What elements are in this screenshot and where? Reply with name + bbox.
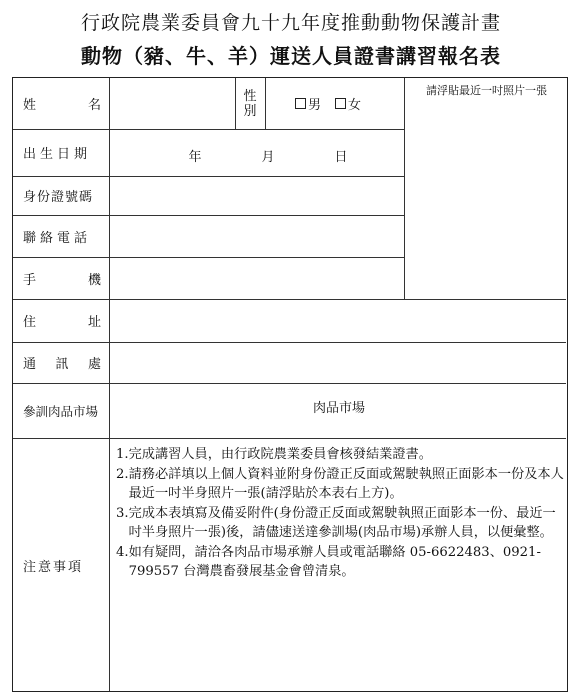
phone-label	[23, 215, 103, 257]
note-text: 請務必詳填以上個人資料並附身份證正反面或駕駛執照正面影本一份及本人最近一吋半身照片一張(請浮貼於本表右上方)。	[128, 466, 564, 501]
note-number: 2.	[116, 466, 129, 482]
gender-left-divider	[235, 78, 236, 129]
note-item	[116, 445, 564, 465]
phone-label-text: 聯絡電話	[23, 230, 92, 246]
photo-area-note: 請浮貼最近一吋照片一張	[426, 84, 547, 97]
gender-label: 性別	[243, 89, 257, 119]
market-label-text: 參訓肉品市場	[23, 403, 99, 419]
address-label-char1: 住	[23, 315, 37, 330]
gender-male-label: 男	[308, 98, 322, 113]
mobile-label-char2: 機	[87, 272, 101, 288]
name-label-char1: 姓	[23, 98, 37, 113]
gender-male-checkbox[interactable]	[295, 98, 306, 109]
mailing-label	[23, 342, 101, 383]
notes-label	[23, 439, 109, 691]
gender-options	[295, 78, 361, 129]
note-text: 完成本表填寫及備妥附件(身份證正反面或駕駛執照正面影本一份、最近一吋半身照片一張)後，請儘速送達參訓場(肉品市場)承辦人員，以便彙整。	[128, 505, 556, 540]
note-number: 1.	[116, 447, 129, 462]
note-text: 如有疑問，請洽各肉品市場承辦人員或電話聯絡 05-6622483、0921-799557 台灣農畜發展基金會曾清泉。	[128, 544, 541, 579]
gender-right-divider	[265, 78, 266, 129]
id-label-text: 身份證號碼	[23, 190, 94, 205]
form-title-line1: 行政院農業委員會九十九年度推動動物保護計畫	[80, 12, 501, 34]
address-label-char2: 址	[87, 315, 101, 330]
mobile-label-char1: 手	[23, 272, 37, 288]
mailing-label-char3: 處	[87, 357, 101, 372]
notes-label-text: 注意事項	[23, 559, 84, 575]
note-item	[116, 465, 564, 504]
gender-female-checkbox[interactable]	[335, 98, 346, 109]
notes-list	[116, 445, 564, 582]
gender-female-label: 女	[348, 98, 362, 113]
mailing-label-char2: 訊	[55, 357, 69, 372]
note-number: 3.	[116, 505, 129, 521]
mailing-field[interactable]	[110, 343, 566, 383]
birthdate-month-label: 月	[261, 150, 275, 165]
birthdate-label	[23, 129, 101, 176]
name-label-char2: 名	[87, 98, 101, 113]
birthdate-day-label: 日	[334, 150, 348, 165]
id-label	[23, 176, 103, 215]
market-label	[23, 383, 109, 438]
id-field[interactable]	[110, 177, 404, 215]
mobile-field[interactable]	[110, 258, 404, 299]
phone-field[interactable]	[110, 216, 404, 257]
mailing-label-char1: 通	[23, 357, 37, 372]
address-label	[23, 299, 101, 342]
label-column-divider	[109, 78, 110, 691]
address-field[interactable]	[110, 300, 566, 342]
note-text: 完成講習人員，由行政院農業委員會核發結業證書。	[128, 447, 432, 462]
name-label	[23, 78, 101, 129]
note-number: 4.	[116, 544, 129, 560]
birthdate-label-text: 出生日期	[23, 147, 92, 162]
note-item	[116, 543, 564, 582]
mobile-label	[23, 257, 101, 299]
market-value[interactable]: 肉品市場	[312, 401, 365, 416]
photo-area[interactable]	[405, 98, 566, 298]
form-title-line2: 動物（豬、牛、羊）運送人員證書講習報名表	[81, 44, 501, 68]
registration-form	[12, 77, 568, 692]
birthdate-year-label: 年	[188, 150, 202, 165]
note-item	[116, 504, 564, 543]
name-field[interactable]	[110, 78, 234, 129]
